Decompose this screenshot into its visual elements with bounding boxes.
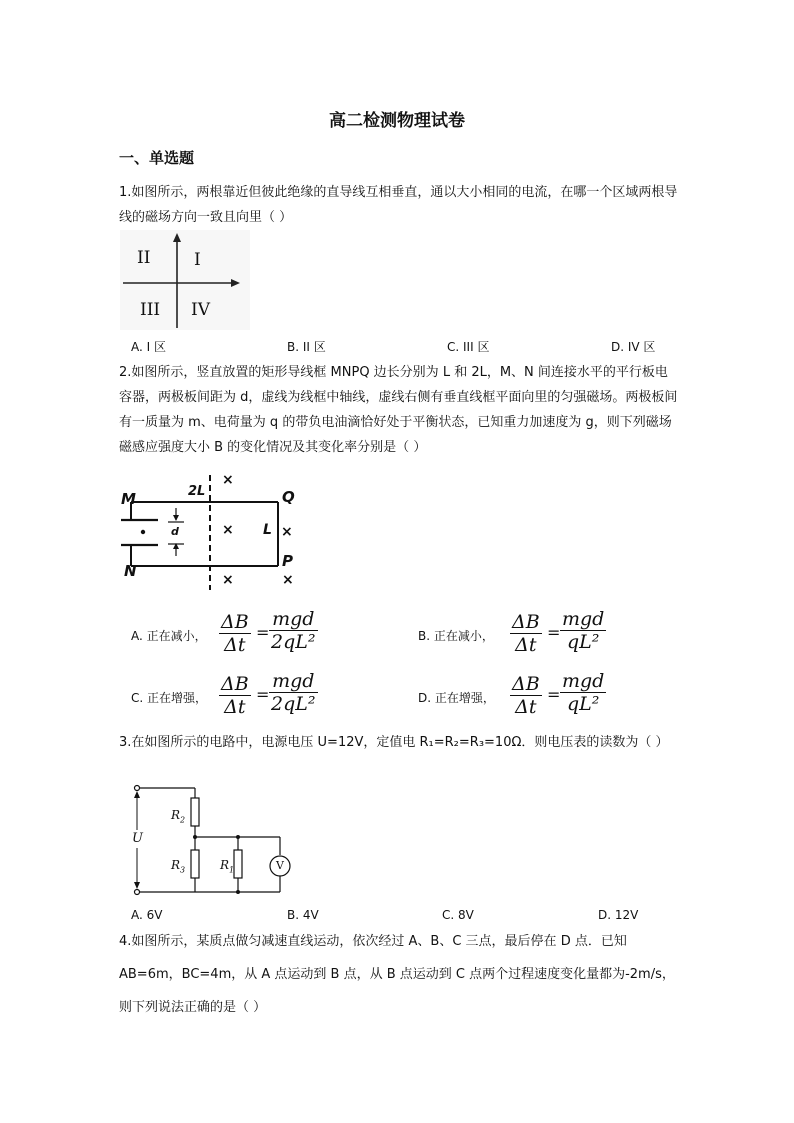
- region-label-IV: IV: [191, 300, 210, 320]
- q3-option-a[interactable]: A. 6V: [131, 908, 163, 922]
- label-P: P: [282, 552, 293, 570]
- delta-fraction: $\frac{\Delta B}{\Delta t}$: [512, 611, 540, 656]
- result-fraction: mgd 2qL²: [271, 608, 316, 653]
- q2-option-a[interactable]: [131, 608, 381, 664]
- label-2L: 2L: [188, 484, 206, 499]
- delta-fraction: $\frac{\Delta B}{\Delta t}$: [512, 673, 540, 718]
- page-title: 高二检测物理试卷: [329, 111, 465, 131]
- equals-sign: =: [256, 623, 270, 642]
- q3-option-c[interactable]: C. 8V: [442, 908, 474, 922]
- region-label-I: I: [194, 250, 201, 270]
- q2-figure: [118, 470, 308, 592]
- option-label: A. 正在减小，: [131, 629, 207, 643]
- label-M: M: [121, 490, 136, 508]
- label-R3: $R_3$: [171, 858, 186, 875]
- label-d: d: [171, 525, 179, 538]
- delta-fraction: $\frac{\Delta B}{\Delta t}$: [221, 611, 249, 656]
- result-fraction: mgd 2qL²: [271, 670, 316, 715]
- equals-sign: =: [547, 685, 561, 704]
- q1-figure: [120, 230, 250, 330]
- question-1-text: 1.如图所示，两根靠近但彼此绝缘的直导线互相垂直，通以大小相同的电流，在哪一个区域两根导线的磁场方向一致且向里（ ）: [119, 185, 678, 225]
- question-2-text: 2.如图所示，竖直放置的矩形导线框 MNPQ 边长分别为 L 和 2L，M、N 间连接水平的平行板电容器，两极板间距为 d，虚线为线框中轴线，虚线右侧有垂直线框平面向里的匀强磁场。两极板间有一质量为 m、电荷量为 q 的带负电油滴恰好处于平衡状态，已知重力加速度为 g，则下列磁场磁感应强度大小 B 的变化情况及其变化率分别是（ ）: [119, 365, 678, 455]
- section-heading: 一、单选题: [119, 149, 195, 167]
- question-4-line-1: 4.如图所示，某质点做匀减速直线运动，依次经过 A、B、C 三点，最后停在 D 点．已知: [119, 934, 627, 949]
- field-cross: ×: [282, 572, 294, 588]
- q3-circuit-diagram: [125, 780, 300, 900]
- q3-option-d[interactable]: D. 12V: [598, 908, 639, 922]
- q1-option-a[interactable]: A. I 区: [131, 340, 166, 354]
- question-4-line-2: AB=6m，BC=4m，从 A 点运动到 B 点，从 B 点运动到 C 点两个过程速度变化量都为-2m/s，: [119, 967, 675, 982]
- q3-option-b[interactable]: B. 4V: [287, 908, 319, 922]
- q1-option-d[interactable]: D. IV 区: [611, 340, 656, 354]
- voltmeter-icon: V: [276, 859, 284, 872]
- region-label-III: III: [140, 300, 161, 320]
- q2-option-c[interactable]: [131, 670, 381, 726]
- q2-option-b[interactable]: [418, 608, 668, 664]
- field-cross: ×: [281, 524, 293, 540]
- region-label-II: II: [137, 248, 151, 268]
- label-U: U: [132, 831, 143, 846]
- question-3-text: 3.在如图所示的电路中，电源电压 U=12V，定值电 R₁=R₂=R₃=10Ω．则电压表的读数为（ ）: [119, 735, 669, 750]
- option-label: D. 正在增强，: [418, 691, 495, 705]
- q1-option-b[interactable]: B. II 区: [287, 340, 326, 354]
- label-R1: $R_1$: [220, 858, 235, 875]
- field-cross: ×: [222, 522, 234, 538]
- label-Q: Q: [282, 488, 295, 506]
- delta-fraction: $\frac{\Delta B}{\Delta t}$: [221, 673, 249, 718]
- q2-option-d[interactable]: [418, 670, 668, 726]
- result-fraction: mgd qL²: [562, 670, 605, 715]
- label-R2: $R_2$: [171, 808, 186, 825]
- result-fraction: mgd qL²: [562, 608, 605, 653]
- label-L: L: [263, 522, 272, 538]
- option-label: C. 正在增强，: [131, 691, 208, 705]
- equals-sign: =: [547, 623, 561, 642]
- q3-figure: [125, 780, 300, 900]
- q2-frame-capacitor-diagram: [118, 470, 308, 592]
- q1-option-c[interactable]: C. III 区: [447, 340, 490, 354]
- field-cross: ×: [222, 572, 234, 588]
- option-label: B. 正在减小，: [418, 629, 494, 643]
- label-N: N: [124, 562, 137, 580]
- field-cross: ×: [222, 472, 234, 488]
- question-4-line-3: 则下列说法正确的是（ ）: [119, 1000, 267, 1015]
- equals-sign: =: [256, 685, 270, 704]
